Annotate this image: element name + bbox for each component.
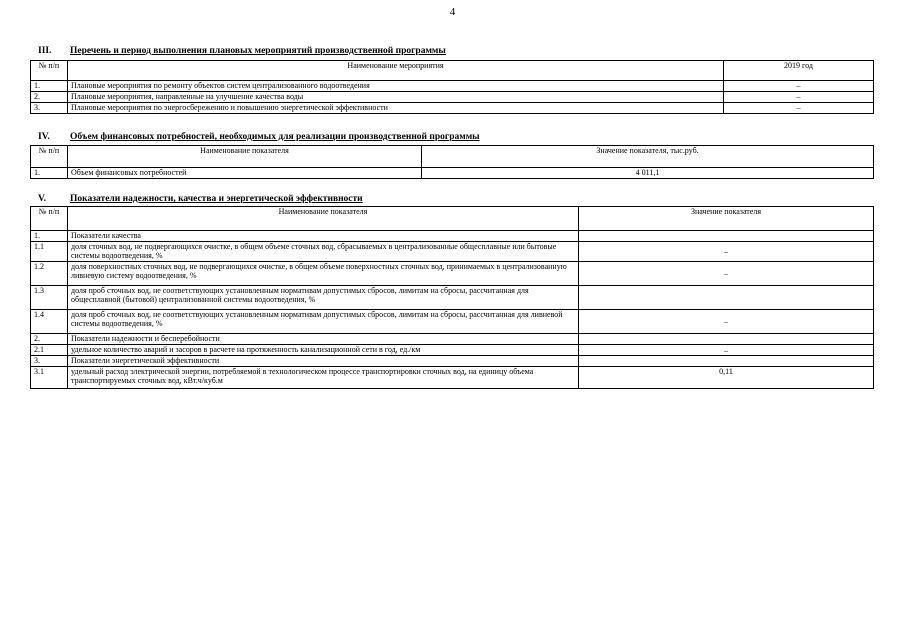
row-value [579,356,874,367]
section-3-title [38,46,446,56]
row-value: – [724,103,874,114]
row-name: доля проб сточных вод, не соответствующих установленным нормативам допустимых сбросов, лимитам на сбросы, рассчитанная для ливневой системы водоотведения, % [68,310,579,334]
table-row [31,262,874,286]
table-row [31,286,874,310]
row-value [579,334,874,345]
row-num: 3. [31,103,68,114]
col-header-value: Значение показателя, тыс.руб. [422,146,874,168]
row-value [579,286,874,310]
row-value: – [724,92,874,103]
row-num: 2.1 [31,345,68,356]
row-name: доля поверхностных сточных вод, не подвергающихся очистке, в общем объеме поверхностных сточных вод, принимаемых в централизованную ливневую систему водоотведения, % [68,262,579,286]
row-name: доля проб сточных вод, не соответствующих установленным нормативам допустимых сбросов, лимитам на сбросы, рассчитанная для общесплавной (бытовой) централизованной системы водоотведения, % [68,286,579,310]
table-row [31,356,874,367]
table-row [31,231,874,242]
table-row [31,92,874,103]
section-number: IV. [38,132,50,142]
row-value: 0,11 [579,367,874,389]
row-num: 1. [31,231,68,242]
row-name: Показатели энергетической эффективности [68,356,579,367]
col-header-name: Наименование показателя [68,146,422,168]
section-number: III. [38,46,52,56]
row-name: Показатели надежности и бесперебойности [68,334,579,345]
col-header-value: 2019 год [724,61,874,81]
row-num: 1. [31,81,68,92]
row-value: 4 011,1 [422,168,874,179]
row-num: 1. [31,168,68,179]
row-name: Объем финансовых потребностей [68,168,422,179]
col-header-value: Значение показателя [579,207,874,231]
row-name: удельный расход электрической энергии, потребляемой в технологическом процессе транспортировки сточных вод, на единицу объема транспортируемых сточных вод, кВт.ч/куб.м [68,367,579,389]
table-row [31,168,874,179]
col-header-num: № п/п [31,207,68,231]
table-row [31,345,874,356]
row-num: 1.3 [31,286,68,310]
page-number: 4 [449,6,456,18]
table-row [31,334,874,345]
row-name: Плановые мероприятия по энергосбережению и повышению энергетической эффективности [68,103,724,114]
section-5-title [38,194,363,204]
row-num: 1.4 [31,310,68,334]
table-row [31,242,874,262]
col-header-num: № п/п [31,146,68,168]
col-header-num: № п/п [31,61,68,81]
row-name: Показатели качества [68,231,579,242]
table-financial-needs [30,145,874,179]
table-indicators [30,206,874,389]
row-num: 3. [31,356,68,367]
row-num: 3.1 [31,367,68,389]
row-num: 2. [31,92,68,103]
table-row [31,367,874,389]
row-num: 1.1 [31,242,68,262]
row-value: – [579,242,874,262]
table-activities [30,60,874,114]
row-name: удельное количество аварий и засоров в расчете на протяженность канализационной сети в год, ед./км [68,345,579,356]
section-heading: Перечень и период выполнения плановых мероприятий производственной программы [70,46,446,56]
table-row [31,81,874,92]
row-value: – [579,262,874,286]
row-value [579,231,874,242]
row-num: 1.2 [31,262,68,286]
table-row [31,103,874,114]
row-value: – [724,81,874,92]
col-header-name: Наименование показателя [68,207,579,231]
row-name: Плановые мероприятия по ремонту объектов систем централизованного водоотведения [68,81,724,92]
section-4-title [38,132,480,142]
table-row [31,310,874,334]
section-heading: Показатели надежности, качества и энергетической эффективности [70,194,363,204]
row-name: доля сточных вод, не подвергающихся очистке, в общем объеме сточных вод, сбрасываемых в централизованные общесплавные или бытовые системы водоотведения, % [68,242,579,262]
col-header-name: Наименование мероприятия [68,61,724,81]
row-num: 2. [31,334,68,345]
row-name: Плановые мероприятия, направленные на улучшение качества воды [68,92,724,103]
row-value: – [579,345,874,356]
row-value: – [579,310,874,334]
section-number: V. [38,194,47,204]
section-heading: Объем финансовых потребностей, необходимых для реализации производственной программы [70,132,480,142]
